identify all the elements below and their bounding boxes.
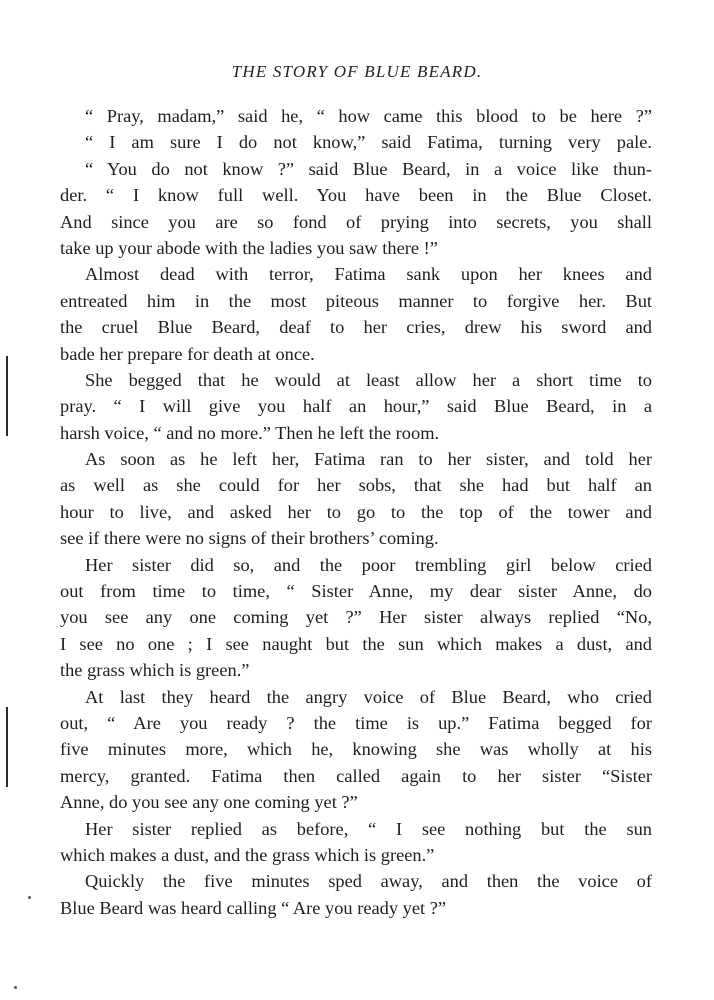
text-line: pray. “ I will give you half an hour,” said Blue Beard, in a <box>60 396 652 417</box>
text-line: “ Pray, madam,” said he, “ how came this blood to be here ?” <box>85 106 652 126</box>
text-line: hour to live, and asked her to go to the top of the tower and <box>60 501 652 522</box>
body-text <box>60 103 652 921</box>
text-line: entreated him in the most piteous manner to forgive her. But <box>60 290 652 311</box>
paper-speck <box>14 986 17 989</box>
text-line: der. “ I know full well. You have been in the Blue Closet. <box>60 185 652 206</box>
text-line: Quickly the five minutes sped away, and then the voice of <box>85 871 652 892</box>
text-line: see if there were no signs of their brothers’ coming. <box>60 528 439 549</box>
text-line: At last they heard the angry voice of Blue Beard, who cried <box>85 686 652 707</box>
text-line: “ I am sure I do not know,” said Fatima, turning very pale. <box>85 132 652 153</box>
text-line: the cruel Blue Beard, deaf to her cries, drew his sword and <box>60 317 652 338</box>
margin-binding-mark <box>6 356 8 436</box>
text-line: you see any one coming yet ?” Her sister always replied “No, <box>60 607 652 628</box>
text-line: harsh voice, “ and no more.” Then he left the room. <box>60 422 440 443</box>
text-line: Her sister did so, and the poor trembling girl below cried <box>85 554 652 575</box>
text-line: Anne, do you see any one coming yet ?” <box>60 792 358 813</box>
text-line: And since you are so fond of prying into secrets, you shall <box>60 211 652 232</box>
running-head: THE STORY OF BLUE BEARD. <box>231 62 483 81</box>
text-line: She begged that he would at least allow her a short time to <box>85 369 652 390</box>
text-line: I see no one ; I see naught but the sun which makes a dust, and <box>60 633 652 654</box>
text-line: Her sister replied as before, “ I see nothing but the sun <box>85 818 652 839</box>
paper-speck <box>28 896 31 899</box>
text-line: as well as she could for her sobs, that she had but half an <box>60 475 652 496</box>
text-line: mercy, granted. Fatima then called again to her sister “Sister <box>60 765 652 786</box>
text-line: Almost dead with terror, Fatima sank upon her knees and <box>85 264 652 285</box>
text-line: five minutes more, which he, knowing she was wholly at his <box>60 739 652 760</box>
text-line: As soon as he left her, Fatima ran to her sister, and told her <box>85 449 652 470</box>
text-line: which makes a dust, and the grass which is green.” <box>60 844 435 865</box>
text-line: Blue Beard was heard calling “ Are you ready yet ?” <box>60 897 447 918</box>
margin-binding-mark <box>6 707 8 787</box>
text-line: the grass which is green.” <box>60 660 250 681</box>
text-line: out from time to time, “ Sister Anne, my dear sister Anne, do <box>60 581 652 602</box>
text-line: bade her prepare for death at once. <box>60 343 315 364</box>
text-line: “ You do not know ?” said Blue Beard, in a voice like thun- <box>85 158 652 179</box>
text-line: take up your abode with the ladies you saw there !” <box>60 237 438 258</box>
text-line: out, “ Are you ready ? the time is up.” Fatima begged for <box>60 712 652 733</box>
